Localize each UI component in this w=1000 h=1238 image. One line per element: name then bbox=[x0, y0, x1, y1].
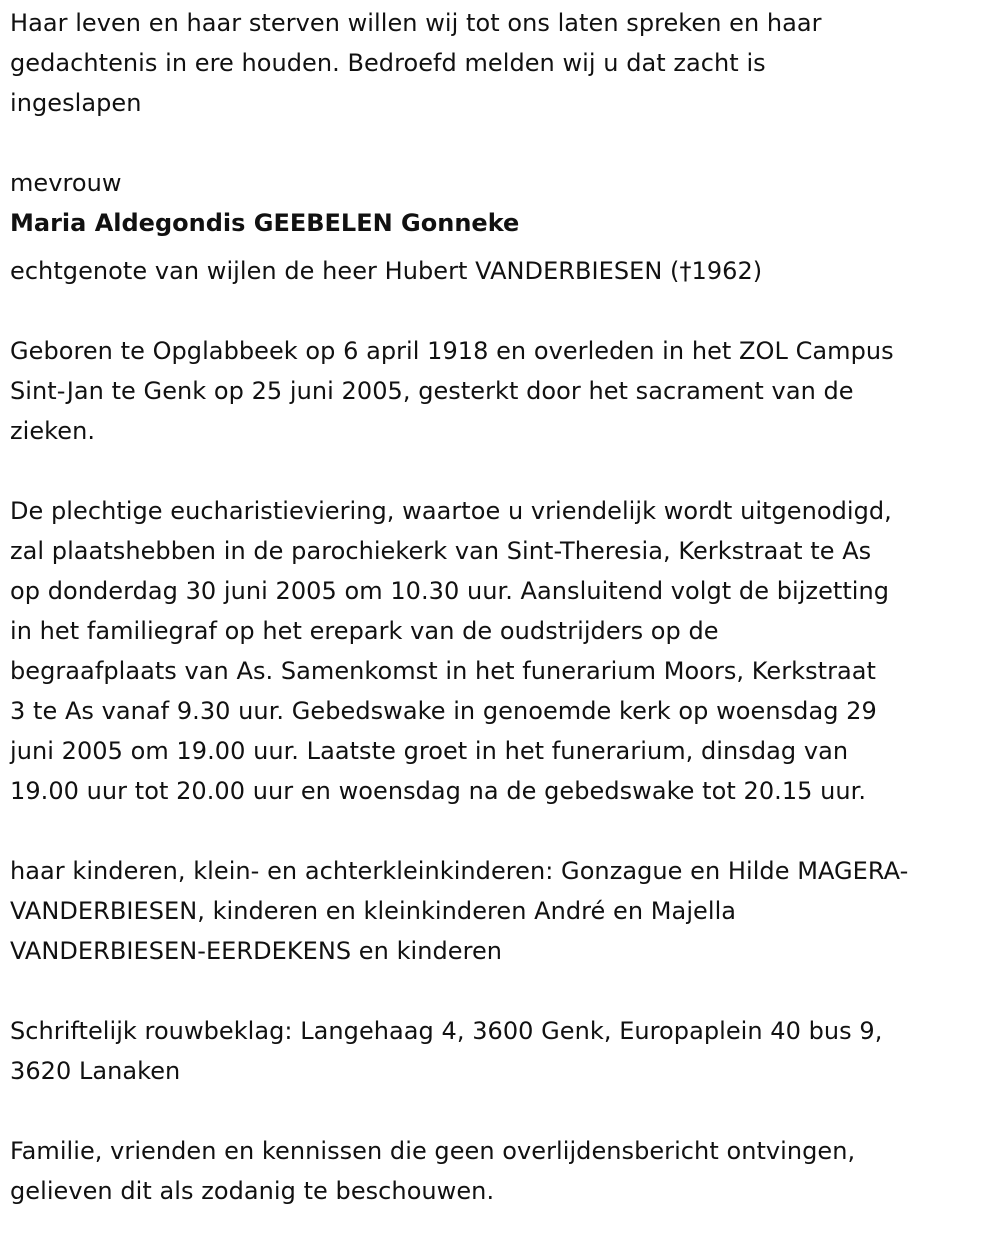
closing-line: gelieven dit als zodanig te beschouwen. bbox=[10, 1177, 495, 1205]
spouse-line: echtgenote van wijlen de heer Hubert VANDERBIESEN (†1962) bbox=[10, 257, 763, 285]
ceremony-line: in het familiegraf op het erepark van de oudstrijders op de bbox=[10, 617, 719, 645]
family-line: haar kinderen, klein- en achterkleinkinderen: Gonzague en Hilde MAGERA- bbox=[10, 857, 909, 885]
condolences-line: 3620 Lanaken bbox=[10, 1057, 181, 1085]
birth-death-line: zieken. bbox=[10, 417, 96, 445]
closing-line: Familie, vrienden en kennissen die geen overlijdensbericht ontvingen, bbox=[10, 1137, 856, 1165]
ceremony-line: zal plaatshebben in de parochiekerk van Sint-Theresia, Kerkstraat te As bbox=[10, 537, 872, 565]
condolences-paragraph bbox=[10, 1011, 990, 1091]
birth-death-paragraph bbox=[10, 331, 990, 451]
deceased-name: Maria Aldegondis GEEBELEN Gonneke bbox=[10, 209, 520, 237]
birth-death-line: Sint-Jan te Genk op 25 juni 2005, gesterkt door het sacrament van de bbox=[10, 377, 854, 405]
family-line: VANDERBIESEN, kinderen en kleinkinderen André en Majella bbox=[10, 897, 737, 925]
intro-line: ingeslapen bbox=[10, 89, 142, 117]
condolences-line: Schriftelijk rouwbeklag: Langehaag 4, 3600 Genk, Europaplein 40 bus 9, bbox=[10, 1017, 883, 1045]
ceremony-line: 19.00 uur tot 20.00 uur en woensdag na de gebedswake tot 20.15 uur. bbox=[10, 777, 867, 805]
intro-line: gedachtenis in ere houden. Bedroefd melden wij u dat zacht is bbox=[10, 49, 766, 77]
birth-death-line: Geboren te Opglabbeek op 6 april 1918 en overleden in het ZOL Campus bbox=[10, 337, 894, 365]
ceremony-line: De plechtige eucharistieviering, waartoe u vriendelijk wordt uitgenodigd, bbox=[10, 497, 892, 525]
family-paragraph bbox=[10, 851, 990, 971]
family-line: VANDERBIESEN-EERDEKENS en kinderen bbox=[10, 937, 503, 965]
intro-paragraph bbox=[10, 3, 990, 123]
ceremony-paragraph bbox=[10, 491, 990, 811]
closing-paragraph bbox=[10, 1131, 990, 1211]
ceremony-line: juni 2005 om 19.00 uur. Laatste groet in het funerarium, dinsdag van bbox=[10, 737, 849, 765]
intro-line: Haar leven en haar sterven willen wij tot ons laten spreken en haar bbox=[10, 9, 822, 37]
ceremony-line: begraafplaats van As. Samenkomst in het funerarium Moors, Kerkstraat bbox=[10, 657, 876, 685]
title-prefix: mevrouw bbox=[10, 169, 122, 197]
ceremony-line: op donderdag 30 juni 2005 om 10.30 uur. Aansluitend volgt de bijzetting bbox=[10, 577, 890, 605]
ceremony-line: 3 te As vanaf 9.30 uur. Gebedswake in genoemde kerk op woensdag 29 bbox=[10, 697, 877, 725]
